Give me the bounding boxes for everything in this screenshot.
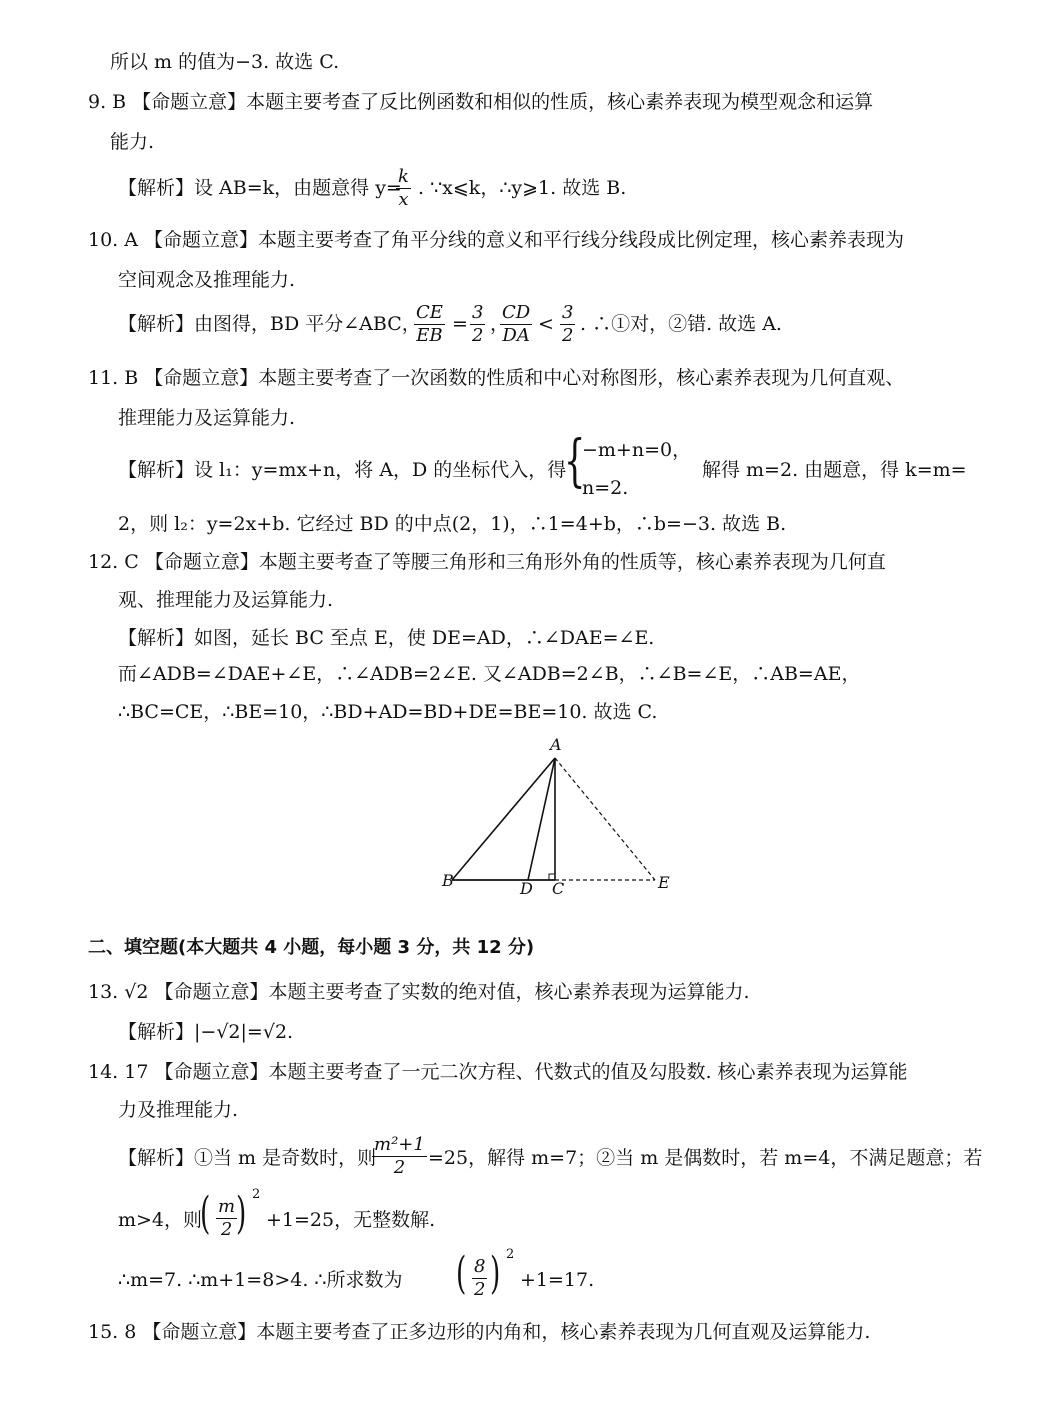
text-line: 解得 m=2. 由题意，得 k=m= [702,459,967,481]
fraction-8-over-2: $\frac{8}{2}$ [474,1256,486,1300]
text-line: . ∵x⩽k，∴y⩾1. 故选 B. [418,177,627,199]
label-b: B [442,871,454,890]
right-paren: ) [236,1188,247,1239]
triangle-figure [430,730,680,900]
q14-header: 14. 17 【命题立意】本题主要考查了一元二次方程、代数式的值及勾股数. 核心素养表现为运算能 [88,1061,908,1083]
fraction-3-over-2: $\frac{3}{2}$ [472,302,484,346]
left-paren: ( [456,1248,467,1299]
q12-header: 12. C 【命题立意】本题主要考查了等腰三角形和三角形外角的性质等，核心素养表现为几何直 [88,551,886,573]
label-a: A [550,735,562,754]
fraction-m2plus1-over-2: $\frac{\text{m²+1}}{2}$ [374,1134,425,1178]
fraction-m-over-2: $\frac{m}{2}$ [218,1196,236,1240]
text-line: =25，解得 m=7；②当 m 是偶数时，若 m=4，不满足题意；若 [428,1147,983,1169]
text-line: 2，则 l₂：y=2x+b. 它经过 BD 的中点(2，1)，∴1=4+b，∴b=−3. 故选 B. [118,513,787,535]
text-line: . ∴①对，②错. 故选 A. [580,313,782,335]
q10-header: 10. A 【命题立意】本题主要考查了角平分线的意义和平行线分线段成比例定理，核心素养表现为 [88,229,905,251]
superscript: 2 [506,1247,515,1262]
q11-analysis: 【解析】设 l₁：y=mx+n，将 A，D 的坐标代入，得 [118,459,567,481]
label-c: C [552,879,565,898]
text-line: 推理能力及运算能力. [118,407,296,429]
fraction-ce-eb: $\frac{CE}{EB}$ [416,302,443,346]
text-line: ∴BC=CE，∴BE=10，∴BD+AD=BD+DE=BE=10. 故选 C. [118,701,658,723]
text-line: 而∠ADB=∠DAE+∠E，∴∠ADB=2∠E. 又∠ADB=2∠B，∴∠B=∠E，∴AB=AE， [118,663,861,685]
superscript: 2 [252,1187,261,1202]
text-line: ∴m=7. ∴m+1=8>4. ∴所求数为 [118,1269,403,1291]
text-line: 空间观念及推理能力. [118,269,296,291]
text-line: 力及推理能力. [118,1099,239,1121]
q9-analysis: 【解析】设 AB=k，由题意得 y= [118,177,402,199]
q15-header: 15. 8 【命题立意】本题主要考查了正多边形的内角和，核心素养表现为几何直观及运算能力. [88,1321,871,1343]
q11-header: 11. B 【命题立意】本题主要考查了一次函数的性质和中心对称图形，核心素养表现为几何直观、 [88,367,905,389]
fraction-cd-da: $\frac{CD}{DA}$ [502,302,531,346]
text-line: ， [490,313,510,335]
q10-analysis: 【解析】由图得，BD 平分∠ABC， [118,313,421,335]
label-e: E [658,873,670,892]
q9-header: 9. B 【命题立意】本题主要考查了反比例函数和相似的性质，核心素养表现为模型观念和运算 [88,91,874,113]
text-line: +1=25，无整数解. [266,1209,436,1231]
text-line: 观、推理能力及运算能力. [118,589,334,611]
right-paren: ) [490,1248,501,1299]
section-title: 二、填空题(本大题共 4 小题，每小题 3 分，共 12 分) [88,937,535,958]
q13-analysis: 【解析】|−√2|=√2. [118,1021,294,1043]
equation-line: n=2. [582,477,629,499]
text-line: 所以 m 的值为−3. 故选 C. [110,51,340,73]
equation-line: −m+n=0， [582,439,692,461]
fraction-3-over-2: $\frac{3}{2}$ [562,302,574,346]
q13-header: 13. √2 【命题立意】本题主要考查了实数的绝对值，核心素养表现为运算能力. [88,981,750,1003]
label-d: D [520,879,533,898]
left-paren: ( [200,1188,211,1239]
text-line: 能力. [110,131,155,153]
text-line: +1=17. [520,1269,595,1291]
q12-analysis: 【解析】如图，延长 BC 至点 E，使 DE=AD，∴∠DAE=∠E. [118,627,655,649]
text-line: < [538,313,554,335]
text-line: = [452,313,468,335]
fraction-k-over-x: $\frac{k}{x}$ [398,166,409,210]
q14-analysis: 【解析】①当 m 是奇数时，则 [118,1147,377,1169]
system-brace: { [564,429,586,494]
text-line: m>4，则 [118,1209,203,1231]
